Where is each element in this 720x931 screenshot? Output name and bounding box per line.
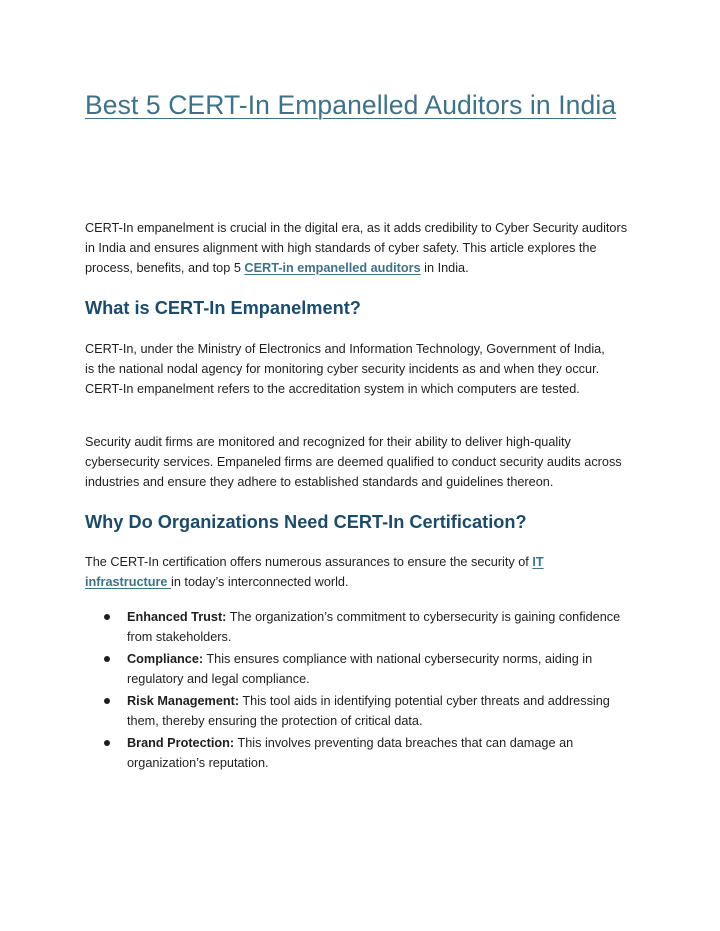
bullet-term: Risk Management: [127,694,240,708]
intro-paragraph [85,218,637,278]
it-infrastructure-link[interactable]: IT infrastructure [85,555,544,589]
bullet-term: Brand Protection: [127,736,235,750]
list-item [85,733,637,773]
cert-in-auditors-link[interactable]: CERT-in empanelled auditors [244,261,421,275]
list-item [85,691,637,731]
bullet-term: Enhanced Trust: [127,610,227,624]
section-heading-what-is: What is CERT-In Empanelment? [85,298,361,318]
intro-text: CERT-In empanelment is crucial in the digital era, as it adds credibility to Cyber Security auditors in India and ensures alignment with high standards of cyber safety. This article explores the process, benefits, and top 5 [85,221,628,275]
section-heading-why: Why Do Organizations Need CERT-In Certification? [85,512,527,532]
bullet-text: The organization’s commitment to cybersecurity is gaining confidence from stakeholders. [127,610,621,644]
bullet-text: This ensures compliance with national cybersecurity norms, aiding in regulatory and legal compliance. [127,652,593,686]
benefits-list [85,607,637,775]
bullet-term: Compliance: [127,652,204,666]
section2-intro-paragraph [85,552,585,592]
bullet-text: This tool aids in identifying potential cyber threats and addressing them, thereby ensuring the protection of critical data. [127,694,610,728]
page-title: Best 5 CERT-In Empanelled Auditors in India [85,90,617,120]
section2-intro-text-end: in today’s interconnected world. [171,575,349,589]
bullet-text: This involves preventing data breaches that can damage an organization’s reputation. [127,736,574,770]
section1-paragraph-2: Security audit firms are monitored and recognized for their ability to deliver high-quality cybersecurity services. Empaneled firms are deemed qualified to conduct security audits across industries and ensure they adhere to established standards and guidelines thereon. [85,435,622,489]
bullet-icon [104,656,110,662]
bullet-icon [104,614,110,620]
bullet-icon [104,740,110,746]
intro-text-end: in India. [420,261,469,275]
section1-paragraph-1: CERT-In, under the Ministry of Electronics and Information Technology, Government of India, is the national nodal agency for monitoring cyber security incidents as and when they occur. CERT-In empanelment refers to the accreditation system in which computers are tested. [85,342,605,396]
list-item [85,607,637,647]
section2-intro-text: The CERT-In certification offers numerous assurances to ensure the security of [85,555,533,569]
list-item [85,649,637,689]
bullet-icon [104,698,110,704]
